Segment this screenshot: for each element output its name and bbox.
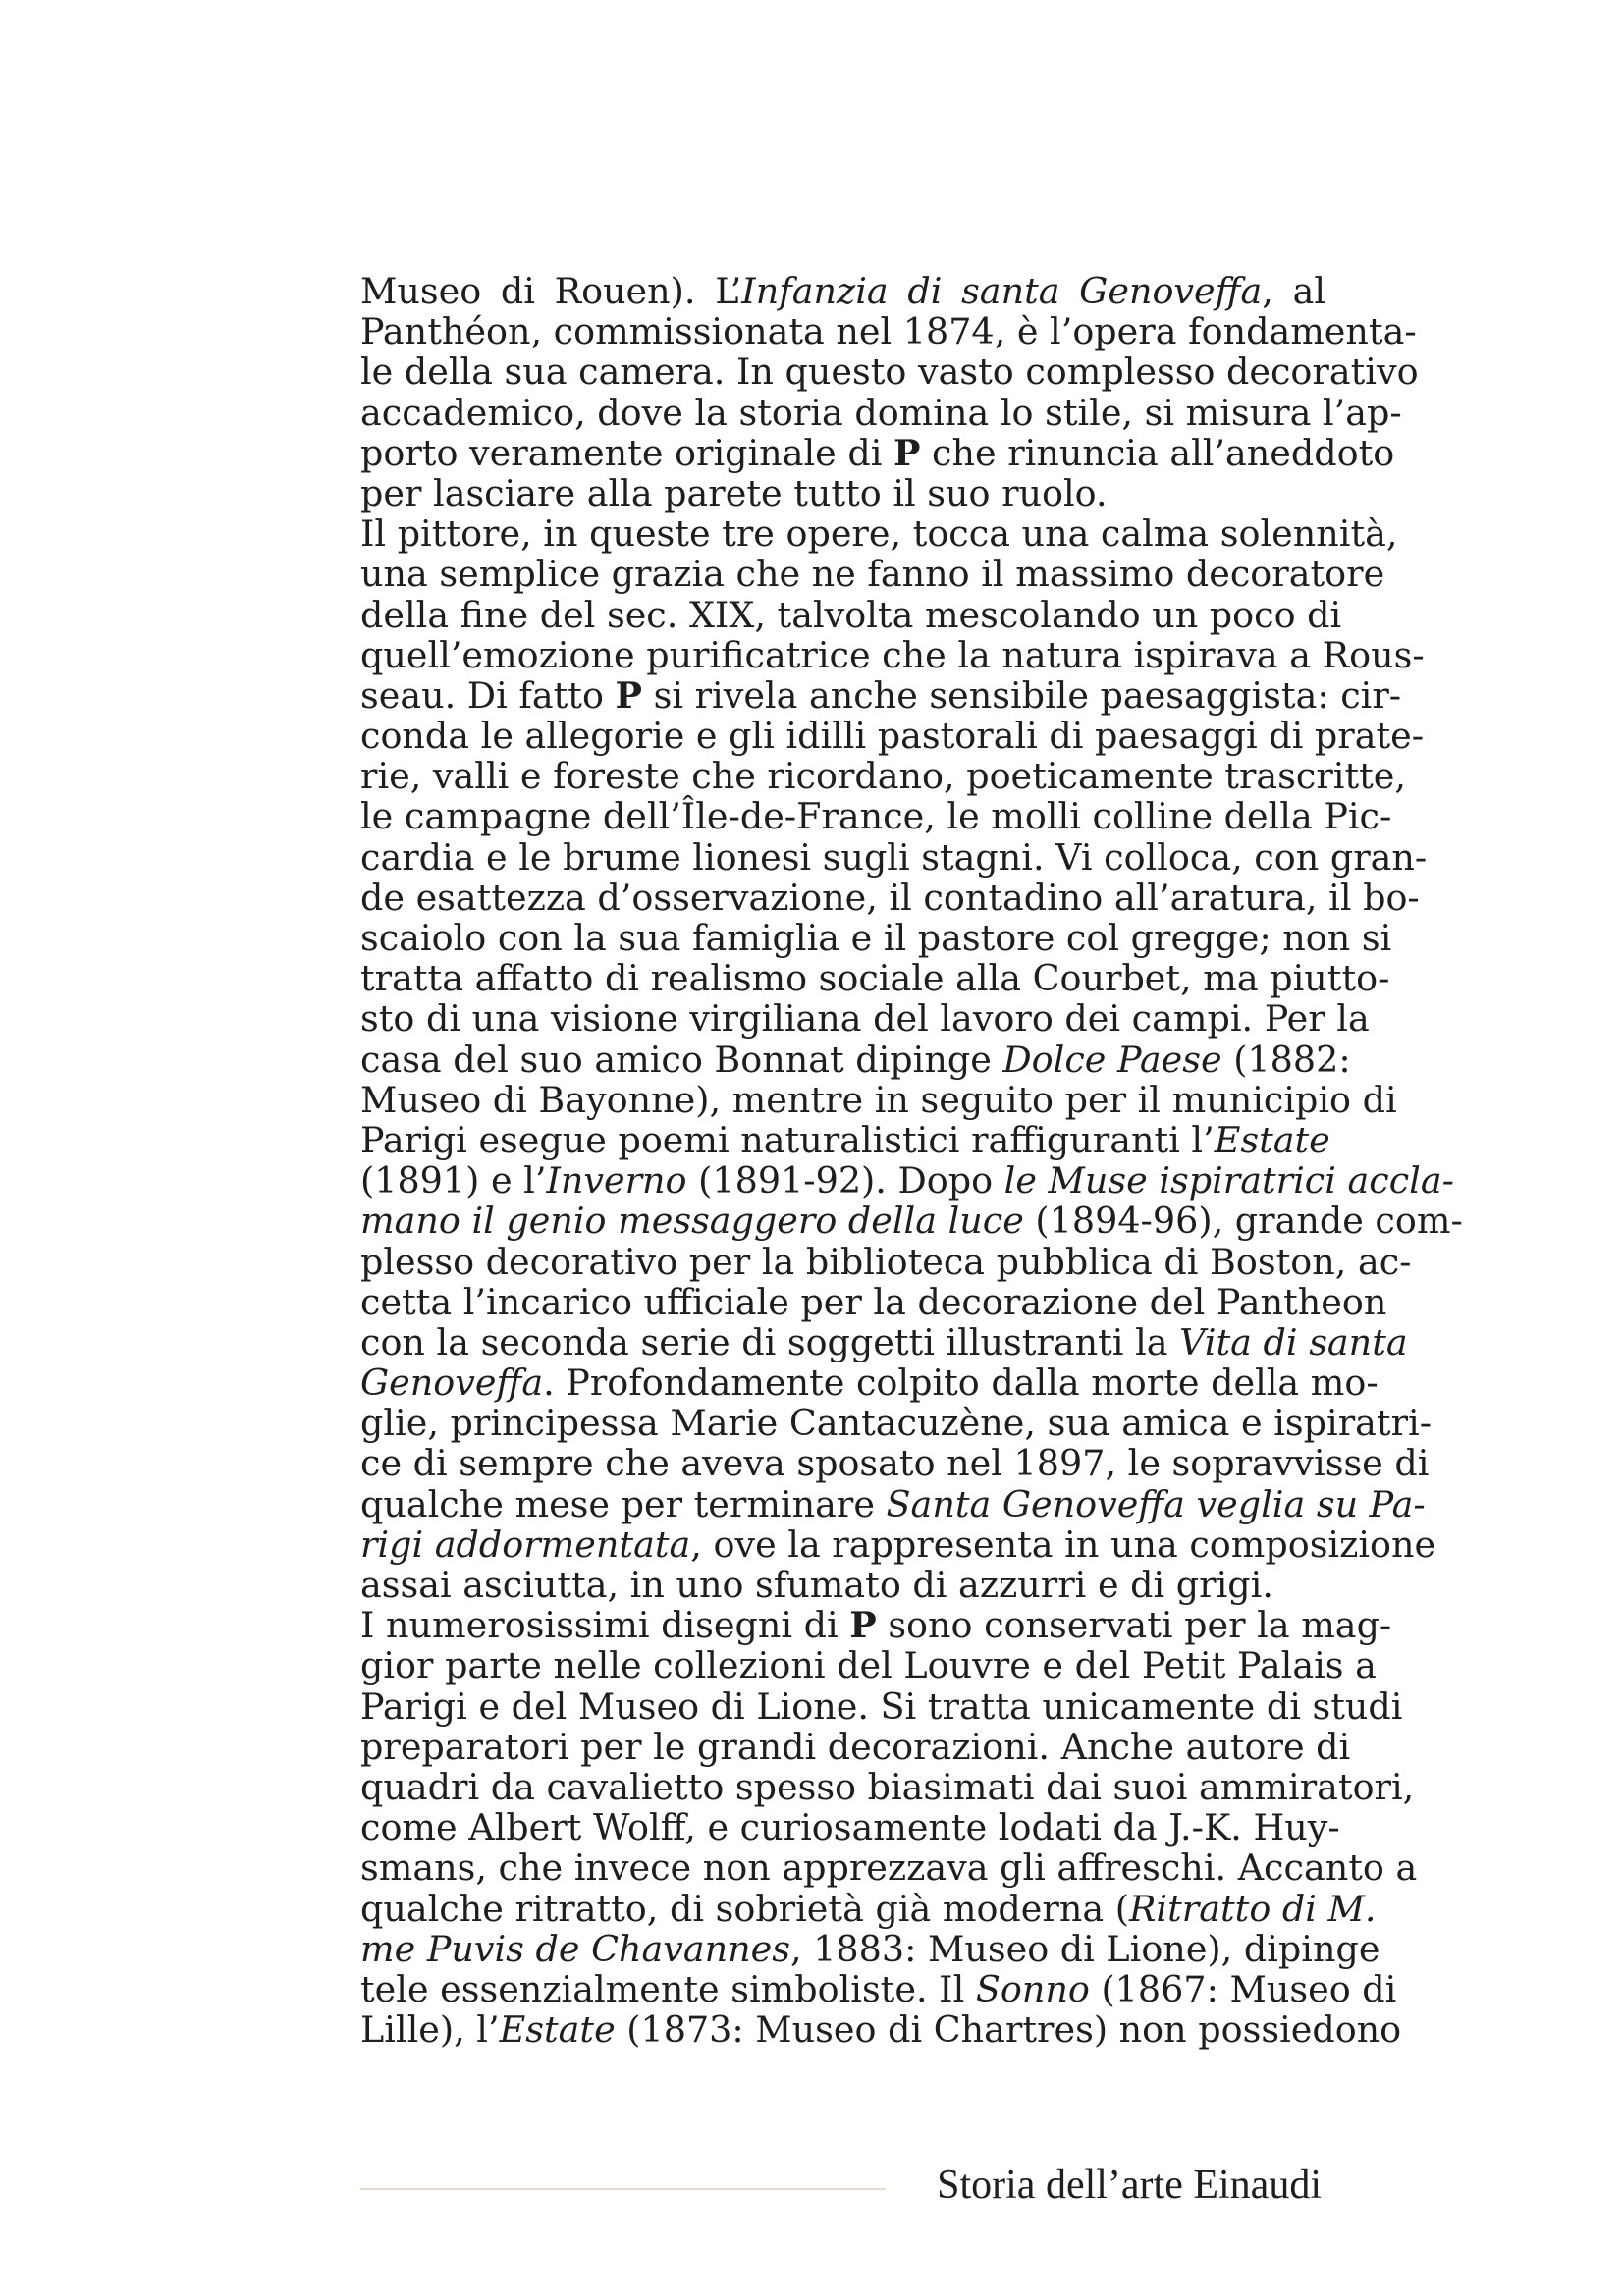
text-line [360, 1887, 1377, 1930]
bold-text: P [893, 431, 921, 474]
text-run: Museo di Rouen). L’ [360, 270, 742, 312]
text-line [360, 1280, 1387, 1323]
text-line [360, 391, 1402, 434]
text-run: Museo di Bayonne), mentre in seguito per il municipio di [360, 1078, 1397, 1121]
text-run: conda le allegorie e gli idilli pastorali di paesaggi di prate- [360, 715, 1425, 758]
text-line [360, 715, 1425, 758]
text-run: sto di una visione virgiliana del lavoro dei campi. Per la [360, 997, 1370, 1041]
text-line [360, 1765, 1415, 1808]
body-text [360, 270, 1463, 2052]
italic-text: Vita di santa [1179, 1320, 1408, 1363]
text-line [360, 835, 1428, 879]
text-run: de esattezza d’osservazione, il contadino all’aratura, il bo- [360, 876, 1420, 919]
italic-text: rigi addormentata [360, 1522, 691, 1566]
text-run: le della sua camera. In questo vasto complesso decorativo [360, 350, 1419, 394]
italic-text: mano il genio messaggero della luce [360, 1200, 1024, 1243]
text-line [360, 957, 1390, 1000]
text-line [360, 1725, 1351, 1768]
text-line [360, 1806, 1340, 1849]
text-run: con la seconda serie di soggetti illustranti la [360, 1320, 1180, 1363]
italic-text: Genoveffa [360, 1362, 544, 1405]
text-run: accademico, dove la storia domina lo stile, si misura l’ap- [360, 391, 1402, 434]
italic-text: Dolce Paese [1002, 1038, 1222, 1081]
text-line [360, 1402, 1433, 1445]
text-line [360, 431, 1395, 474]
text-line [360, 553, 1385, 596]
text-run: , 1883: Museo di Lione), dipinge [790, 1927, 1380, 1970]
text-line [360, 795, 1392, 838]
text-run: Lille), l’ [360, 2008, 500, 2052]
text-line [360, 310, 1417, 353]
text-run: si rivela anche sensibile paesaggista: cir- [641, 673, 1402, 717]
text-line [360, 1684, 1403, 1728]
text-run: assai asciutta, in uno sfumato di azzurri e di grigi. [360, 1564, 1273, 1606]
text-run: porto veramente originale di [360, 431, 893, 474]
text-line [360, 1927, 1380, 1970]
text-run: qualche mese per terminare [360, 1482, 887, 1525]
text-line [360, 1118, 1330, 1161]
text-run: cetta l’incarico ufficiale per la decorazione del Pantheon [360, 1280, 1387, 1323]
text-run: cardia e le brume lionesi sugli stagni. Vi colloca, con gran- [360, 835, 1428, 879]
text-run: plesso decorativo per la biblioteca pubblica di Boston, ac- [360, 1240, 1412, 1283]
text-run: preparatori per le grandi decorazioni. Anche autore di [360, 1725, 1351, 1768]
text-line [360, 1038, 1351, 1081]
italic-text: Estate [1214, 1118, 1330, 1161]
text-run: (1891-92). Dopo [686, 1159, 1004, 1202]
text-run: (1882: [1221, 1038, 1351, 1081]
italic-text: Infanzia di santa Genoveffa [741, 270, 1263, 312]
footer-title: Storia dell’arte Einaudi [937, 2163, 1322, 2208]
text-run: come Albert Wolff, e curiosamente lodati da J.-K. Huy- [360, 1806, 1340, 1849]
text-line [360, 1967, 1397, 2010]
text-run: casa del suo amico Bonnat dipinge [360, 1038, 1003, 1081]
text-run: Parigi esegue poemi naturalistici raffiguranti l’ [360, 1118, 1215, 1161]
text-run: quadri da cavalietto spesso biasimati dai suoi ammiratori, [360, 1765, 1415, 1808]
italic-text: Sonno [975, 1967, 1090, 2010]
text-line [360, 1442, 1430, 1485]
text-line [360, 2008, 1402, 2052]
text-run: (1891) e l’ [360, 1159, 547, 1202]
text-run: (1867: Museo di [1089, 1967, 1397, 2010]
text-line [360, 876, 1420, 919]
text-run: , al [1262, 270, 1326, 312]
text-run: , ove la rappresenta in una composizione [690, 1522, 1436, 1566]
text-line [360, 1522, 1436, 1566]
text-run: glie, principessa Marie Cantacuzène, sua amica e ispiratri- [360, 1402, 1433, 1445]
text-run: rie, valli e foreste che ricordano, poeticamente trascritte, [360, 755, 1407, 798]
italic-text: Inverno [546, 1159, 687, 1202]
text-run: quell’emozione purificatrice che la natura ispirava a Rous- [360, 633, 1425, 676]
text-run: (1894-96), grande com- [1023, 1200, 1463, 1243]
text-line [360, 1482, 1426, 1525]
text-run: che rinuncia all’aneddoto [920, 431, 1395, 474]
text-run: (1873: Museo di Chartres) non possiedono [615, 2008, 1402, 2052]
text-run: per lasciare alla parete tutto il suo ruolo. [360, 471, 1108, 514]
text-line [360, 473, 1325, 513]
text-run: Il pittore, in queste tre opere, tocca una calma solennità, [360, 512, 1398, 556]
text-run: Panthéon, commissionata nel 1874, è l’opera fondamenta- [360, 310, 1417, 353]
text-line [360, 350, 1419, 394]
text-run: smans, che invece non apprezzava gli affreschi. Accanto a [360, 1846, 1418, 1890]
text-line [360, 1320, 1408, 1363]
text-line [360, 1846, 1418, 1890]
text-line [360, 512, 1398, 556]
text-run: Parigi e del Museo di Lione. Si tratta unicamente di studi [360, 1684, 1403, 1728]
text-line [360, 1565, 1325, 1605]
text-run: I numerosissimi disegni di [360, 1604, 850, 1647]
italic-text: Santa Genoveffa veglia su Pa- [886, 1482, 1426, 1525]
text-line [360, 1604, 1392, 1647]
text-run: scaiolo con la sua famiglia e il pastore col gregge; non si [360, 917, 1392, 959]
text-run: sono conservati per la mag- [876, 1604, 1392, 1647]
text-line [360, 917, 1392, 959]
bold-text: P [615, 673, 642, 717]
text-run: gior parte nelle collezioni del Louvre e del Petit Palais a [360, 1644, 1377, 1687]
italic-text: Estate [499, 2008, 616, 2052]
text-run: seau. Di fatto [360, 673, 616, 717]
text-line [360, 755, 1407, 798]
text-run: le campagne dell’Île-de-France, le molli colline della Pic- [360, 795, 1392, 838]
text-line [360, 1240, 1412, 1283]
text-run: della fine del sec. XIX, talvolta mescolando un poco di [360, 593, 1342, 636]
text-run: ce di sempre che aveva sposato nel 1897, le sopravvisse di [360, 1442, 1430, 1485]
text-run: qualche ritratto, di sobrietà già moderna ( [360, 1887, 1129, 1930]
text-line [360, 1362, 1379, 1405]
text-line [360, 997, 1370, 1041]
text-run: tratta affatto di realismo sociale alla Courbet, ma piutto- [360, 957, 1390, 1000]
text-line [360, 271, 1325, 311]
text-run: tele essenzialmente simboliste. Il [360, 1967, 976, 2010]
text-line [360, 673, 1402, 717]
text-run: una semplice grazia che ne fanno il massimo decoratore [360, 553, 1385, 596]
footer-rule [360, 2188, 886, 2190]
text-line [360, 1200, 1463, 1243]
italic-text: le Muse ispiratrici accla- [1003, 1159, 1454, 1202]
italic-text: Ritratto di M. [1128, 1887, 1377, 1930]
text-line [360, 633, 1425, 676]
text-line [360, 1078, 1397, 1121]
text-line [360, 1644, 1377, 1687]
text-line [360, 593, 1342, 636]
italic-text: me Puvis de Chavannes [360, 1927, 790, 1970]
text-run: . Profondamente colpito dalla morte della mo- [543, 1362, 1379, 1405]
text-line [360, 1159, 1454, 1202]
bold-text: P [849, 1604, 877, 1647]
